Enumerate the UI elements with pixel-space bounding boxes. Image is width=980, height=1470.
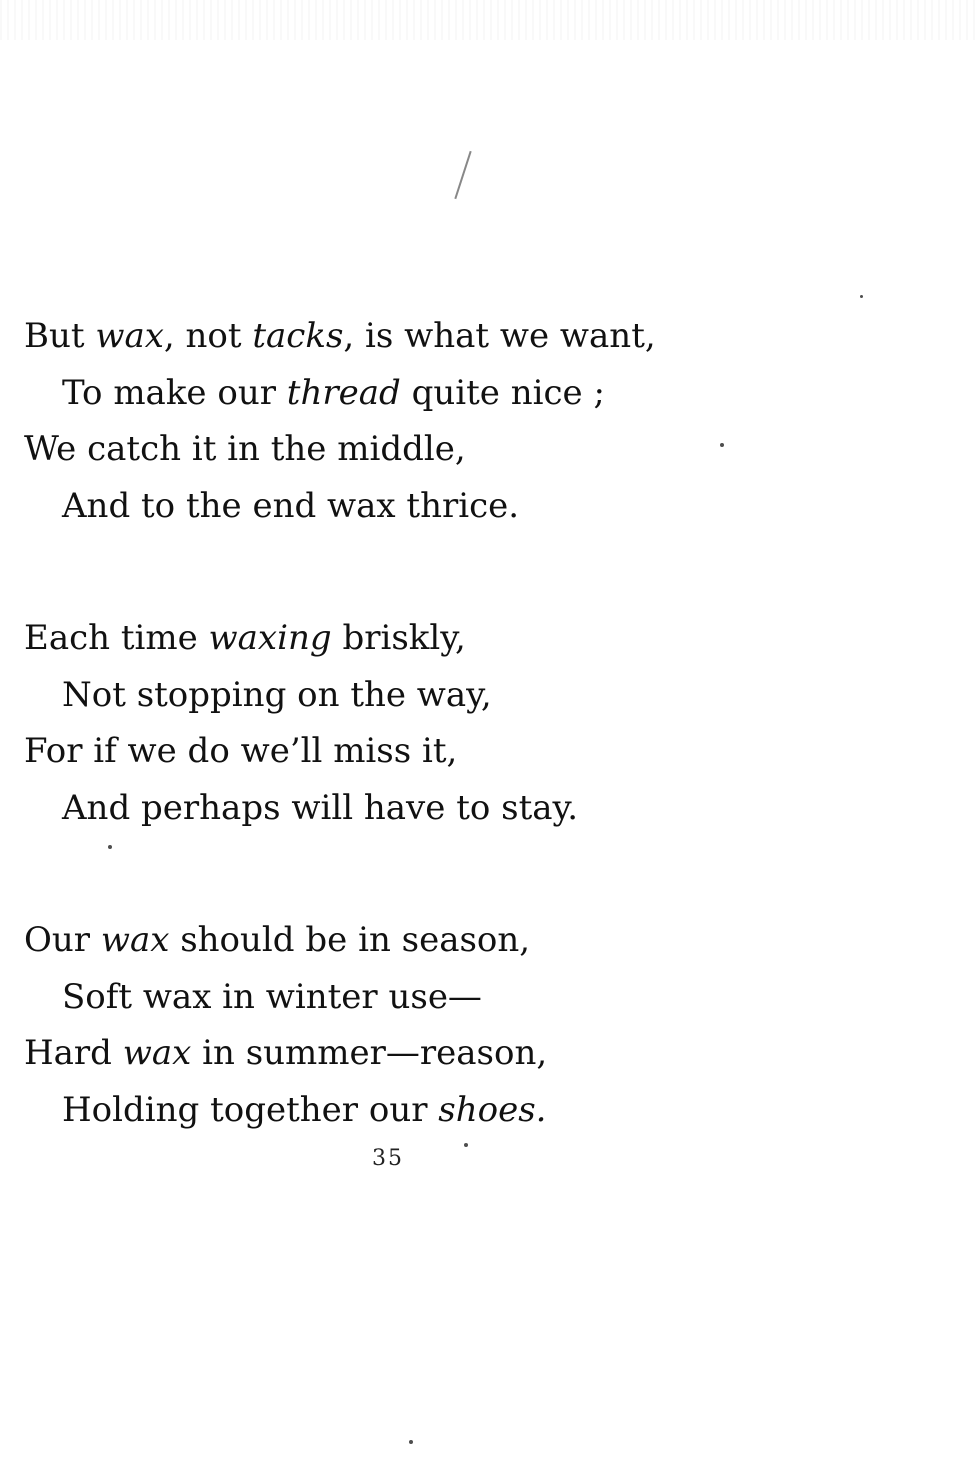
- poem-line: And to the end wax thrice.: [62, 485, 520, 526]
- page-number: 35: [372, 1146, 404, 1171]
- scan-noise-strip: [0, 0, 980, 40]
- pencil-mark: [454, 151, 471, 199]
- poem-line: Holding together our shoes.: [62, 1089, 547, 1130]
- poem-line: Soft wax in winter use—: [62, 976, 482, 1017]
- stanza-3: [24, 912, 924, 1138]
- poem-line: But wax, not tacks, is what we want,: [24, 316, 656, 356]
- stanza-2: [24, 610, 924, 836]
- poem-line: And perhaps will have to stay.: [62, 787, 579, 828]
- ink-speck: [409, 1440, 413, 1444]
- poem-line: We catch it in the middle,: [24, 429, 466, 469]
- ink-speck: [464, 1143, 468, 1147]
- poem-line: Hard wax in summer—reason,: [24, 1033, 548, 1073]
- ink-speck: [860, 295, 863, 298]
- poem: [24, 308, 924, 1138]
- poem-line: To make our thread quite nice ;: [62, 372, 605, 413]
- poem-line: Not stopping on the way,: [62, 674, 492, 715]
- ink-speck: [108, 845, 112, 849]
- stanza-1: [24, 308, 924, 534]
- poem-line: For if we do we’ll miss it,: [24, 731, 458, 771]
- ink-speck: [720, 443, 724, 447]
- poem-line: Our wax should be in season,: [24, 920, 531, 960]
- poem-line: Each time waxing briskly,: [24, 618, 466, 658]
